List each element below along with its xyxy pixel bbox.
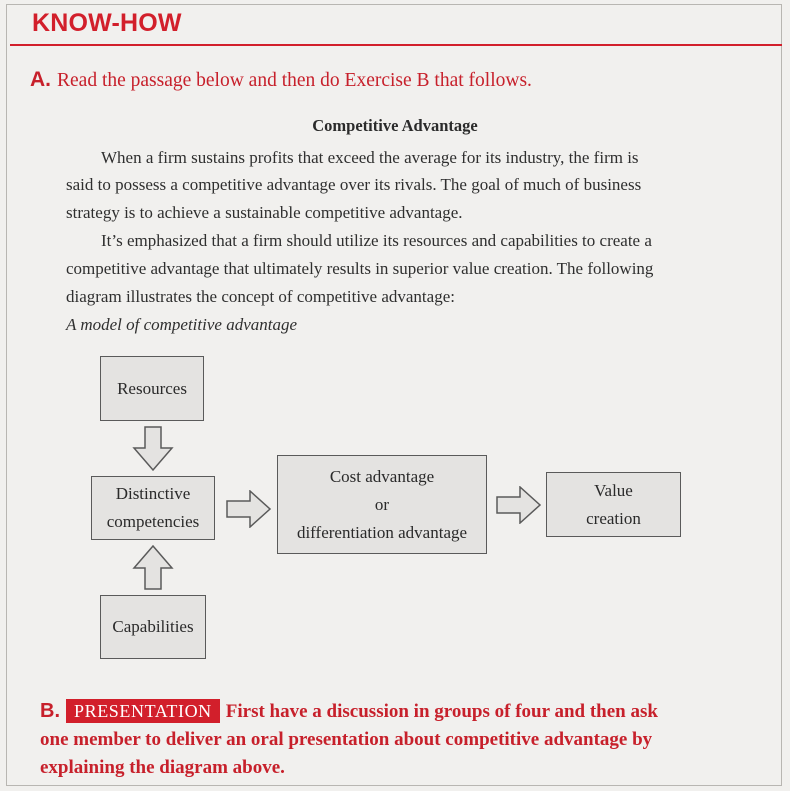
capabilities-box [100, 595, 206, 659]
section-header-title: KNOW-HOW [32, 9, 182, 37]
diagram-caption: A model of competitive advantage [66, 315, 298, 334]
value-label-line-2: creation [586, 508, 641, 528]
paragraph-1-line-3: strategy is to achieve a sustainable competitive advantage. [66, 203, 463, 222]
section-b-text-1: First have a discussion in groups of four and then ask [225, 701, 658, 722]
paragraph-2-line-3: diagram illustrates the concept of competitive advantage: [66, 287, 455, 306]
section-b-line-1 [40, 699, 658, 723]
section-b-line-3: explaining the diagram above. [40, 757, 285, 778]
passage-title: Competitive Advantage [312, 116, 478, 135]
section-a-text: Read the passage below and then do Exercise B that follows. [57, 70, 532, 91]
advantage-label-line-3: differentiation advantage [296, 522, 468, 542]
value-creation-box [546, 472, 681, 537]
competencies-label-line-1: Distinctive [115, 484, 191, 503]
section-b-letter: B. [40, 700, 60, 722]
cost-differentiation-advantage-box [277, 455, 487, 554]
advantage-label-line-1: Cost advantage [329, 466, 435, 486]
paragraph-2-line-2: competitive advantage that ultimately results in superior value creation. The following [66, 259, 654, 278]
value-label-line-1: Value [594, 480, 633, 500]
capabilities-label: Capabilities [112, 617, 194, 636]
arrow-right-icon [496, 486, 542, 524]
competencies-label-line-2: competencies [106, 512, 200, 531]
paragraph-2-line-1: It’s emphasized that a firm should utilize its resources and capabilities to create a [101, 231, 652, 250]
section-b-line-2: one member to deliver an oral presentation about competitive advantage by [40, 729, 653, 750]
arrow-right-icon [226, 490, 272, 528]
section-a-letter: A. [30, 68, 51, 91]
paragraph-1-line-2: said to possess a competitive advantage over its rivals. The goal of much of business [66, 175, 642, 194]
arrow-up-icon [132, 545, 174, 591]
paragraph-1-line-1: When a firm sustains profits that exceed the average for its industry, the firm is [101, 148, 639, 167]
advantage-label-line-2: or [374, 494, 390, 514]
arrow-down-icon [132, 426, 174, 472]
presentation-tag: PRESENTATION [66, 699, 220, 723]
resources-box [100, 356, 204, 421]
distinctive-competencies-box [91, 476, 215, 540]
resources-label: Resources [117, 378, 187, 398]
